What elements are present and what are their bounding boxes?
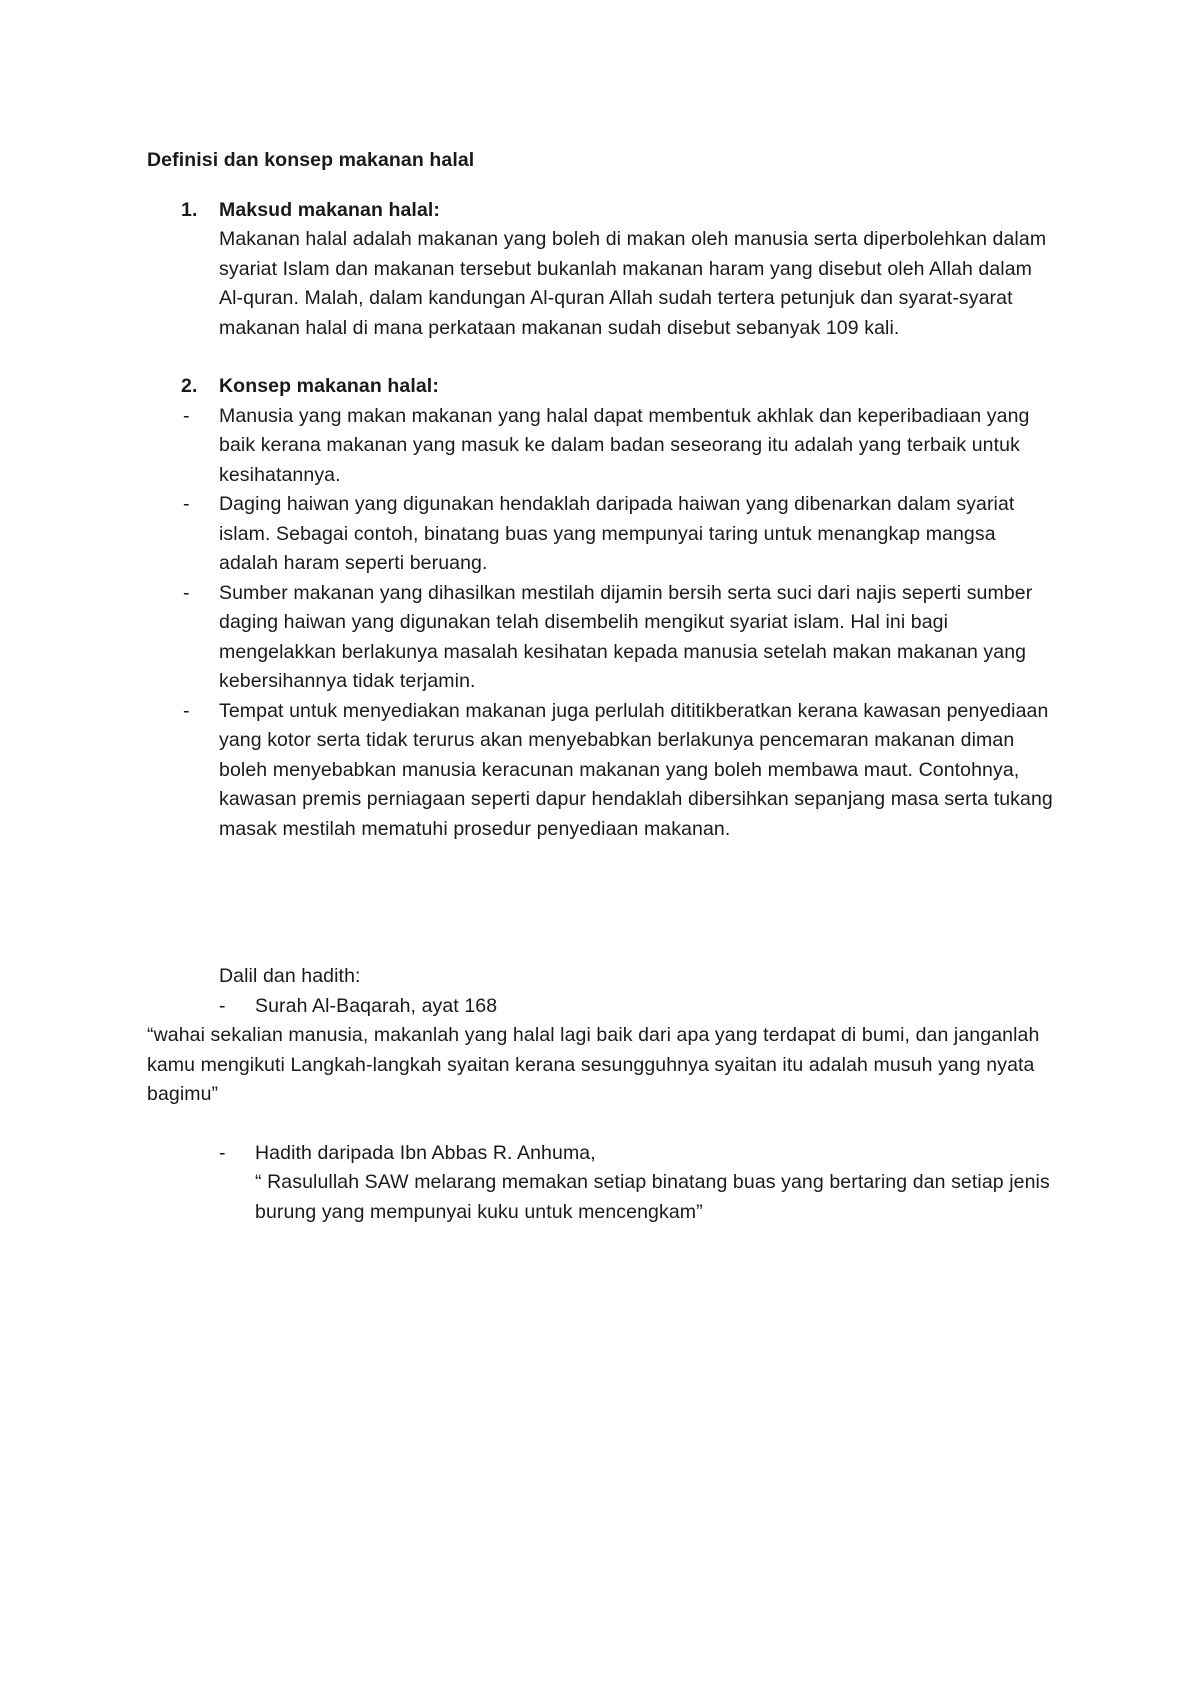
dalil-item-hadith [219, 1139, 1057, 1228]
bullet-dash: - [219, 994, 226, 1017]
bullet-text: Manusia yang makan makanan yang halal dapat membentuk akhlak dan keperibadiaan yang baik kerana makanan yang masuk ke dalam badan seseorang itu adalah yang terbaik untuk kesihatannya. [219, 404, 1030, 486]
spacer [147, 343, 1057, 372]
section-number: 1. [181, 198, 198, 221]
spacer [147, 844, 1057, 962]
bullet-dash: - [219, 1141, 226, 1164]
bullet-text: Sumber makanan yang dihasilkan mestilah dijamin bersih serta suci dari najis seperti sumber daging haiwan yang digunakan telah disembelih mengikut syariat islam. Hal ini bagi mengelakkan berlakunya masalah kesihatan kepada manusia setelah makan makanan yang kebersihannya tidak terjamin. [219, 581, 1033, 692]
dalil-item-surah [219, 992, 1057, 1022]
dalil-heading: Dalil dan hadith: [219, 965, 361, 987]
bullet-text: Daging haiwan yang digunakan hendaklah daripada haiwan yang dibenarkan dalam syariat islam. Sebagai contoh, binatang buas yang mempunyai taring untuk menangkap mangsa adalah haram seperti beruang. [219, 493, 1015, 574]
bullet-dash: - [183, 581, 190, 604]
section-maksud [147, 196, 1057, 344]
section-heading: Konsep makanan halal: [219, 375, 439, 397]
document-body [147, 146, 1057, 1227]
spacer [219, 1110, 1057, 1139]
surah-quote: “wahai sekalian manusia, makanlah yang halal lagi baik dari apa yang terdapat di bumi, dan janganlah kamu mengikuti Langkah-langkah syaitan kerana sesungguhnya syaitan itu adalah musuh yang nyata bagimu” [147, 1024, 1040, 1105]
list-item [183, 697, 1057, 845]
section-dalil [147, 962, 1057, 1227]
list-item [183, 579, 1057, 697]
document-title: Definisi dan konsep makanan halal [147, 149, 475, 171]
list-item [183, 490, 1057, 579]
bullet-text: Tempat untuk menyediakan makanan juga perlulah dititikberatkan kerana kawasan penyediaan yang kotor serta tidak terurus akan menyebabkan berlakunya pencemaran makanan diman boleh menyebabkan manusia keracunan makanan yang boleh membawa maut. Contohnya, kawasan premis perniagaan seperti dapur hendaklah dibersihkan sepanjang masa serta tukang masak mestilah mematuhi prosedur penyediaan makanan. [219, 699, 1053, 840]
section-konsep [147, 372, 1057, 844]
bullet-list [183, 402, 1057, 845]
dalil-label: Surah Al-Baqarah, ayat 168 [255, 994, 498, 1017]
section-heading: Maksud makanan halal: [219, 198, 441, 221]
dalil-label: Hadith daripada Ibn Abbas R. Anhuma, [255, 1141, 596, 1164]
hadith-quote: “ Rasulullah SAW melarang memakan setiap binatang buas yang bertaring dan setiap jenis burung yang mempunyai kuku untuk mencengkam” [255, 1171, 1050, 1223]
list-item [183, 402, 1057, 491]
section-number: 2. [181, 375, 198, 397]
bullet-dash: - [183, 404, 190, 427]
bullet-dash: - [183, 699, 190, 722]
bullet-dash: - [183, 493, 190, 515]
section-paragraph: Makanan halal adalah makanan yang boleh di makan oleh manusia serta diperbolehkan dalam syariat Islam dan makanan tersebut bukanlah makanan haram yang disebut oleh Allah dalam Al-quran. Malah, dalam kandungan Al-quran Allah sudah tertera petunjuk dan syarat-syarat makanan halal di mana perkataan makanan sudah disebut sebanyak 109 kali. [219, 228, 1047, 339]
